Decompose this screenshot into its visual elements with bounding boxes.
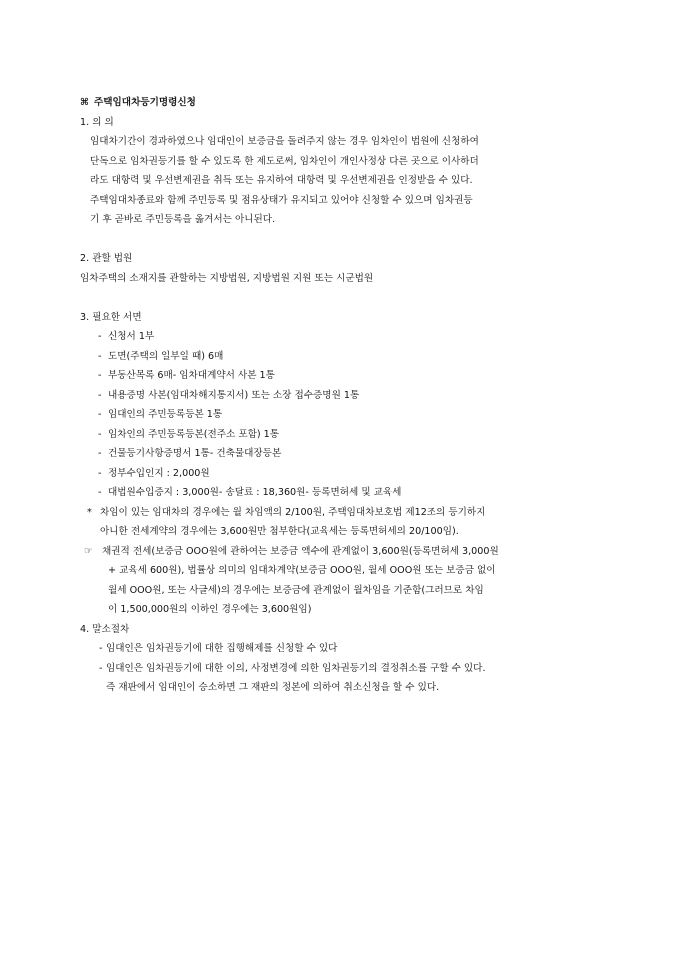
list-item-text: 건물등기사항증명서 1통- 건축물대장등본	[108, 448, 282, 459]
list-item: - 신청서 1부	[98, 331, 155, 342]
title-mark-icon: ⌘	[80, 97, 89, 108]
list-item-text: 임차인의 주민등록등본(전주소 포함) 1통	[108, 428, 280, 440]
document-body	[80, 93, 600, 698]
section-1-line: 기 후 곧바로 주민등록을 옮겨서는 아니된다.	[90, 214, 276, 225]
fee-note-line: 아니한 전세계약의 경우에는 3,600원만 첨부한다(교육세는 등록면허세의 20/100임).	[100, 526, 459, 537]
list-item: - 내용증명 사본(임대차해지통지서) 또는 소장 접수증명원 1통	[98, 389, 360, 401]
list-item: - 건물등기사항증명서 1통- 건축물대장등본	[98, 448, 282, 459]
title-text: 주택임대차등기명령신청	[94, 97, 196, 108]
list-item: - 도면(주택의 일부일 때) 6매	[98, 350, 224, 362]
asterisk-icon: *	[87, 506, 92, 518]
lease-note-line: 이 1,500,000원의 이하인 경우에는 3,600원임)	[108, 604, 312, 615]
section-3-heading: 3. 필요한 서면	[80, 311, 142, 323]
fee-note-line: 차임이 있는 임대차의 경우에는 월 차임액의 2/100원, 주택임대차보호법 제12조의 등기하지	[100, 506, 486, 518]
section-4-list	[80, 639, 600, 698]
list-item: - 임차인의 주민등록등본(전주소 포함) 1통	[98, 428, 280, 440]
list-item-text: 신청서 1부	[108, 331, 155, 342]
list-item-text: 대법원수입증지 : 3,000원- 송달료 : 18,360원- 등록면허세 및 교육세	[108, 487, 402, 498]
list-item-text: 임대인의 주민등록등본 1통	[108, 409, 223, 420]
list-item-text: 정부수입인지 : 2,000원	[108, 467, 210, 479]
list-item-text: 임대인은 임차권등기에 대한 집행해제를 신청할 수 있다	[106, 643, 338, 654]
lease-note	[80, 542, 600, 620]
list-item-text: 부동산목록 6매- 임차대계약서 사본 1통	[108, 370, 275, 381]
section-1-heading: 1. 의 의	[80, 116, 114, 128]
list-item: - 부동산목록 6매- 임차대계약서 사본 1통	[98, 370, 275, 381]
list-item: - 임대인의 주민등록등본 1통	[98, 409, 223, 420]
spacer	[80, 288, 600, 308]
section-1-line: 주택임대차종료와 함께 주민등록 및 점유상태가 유지되고 있어야 신청할 수 있으며 임차권등	[90, 194, 473, 206]
section-1-line: 라도 대항력 및 우선변제권을 취득 또는 유지하여 대항력 및 우선변제권을 인정받을 수 있다.	[90, 175, 473, 186]
list-item: - 임대인은 임차권등기에 대한 집행해제를 신청할 수 있다	[99, 643, 338, 654]
section-2-heading: 2. 관할 법원	[80, 253, 133, 264]
lease-note-line: 월세 OOO원, 또는 사글세)의 경우에는 보증금에 관계없이 월차임을 기준함(그러므로 차임	[108, 584, 484, 596]
section-4-heading: 4. 말소절차	[80, 623, 130, 635]
list-item: - 정부수입인지 : 2,000원	[98, 467, 210, 479]
section-2-text: 임차주택의 소재지를 관할하는 지방법원, 지방법원 지원 또는 시군법원	[80, 272, 374, 284]
lease-note-line: + 교육세 600원), 법률상 의미의 임대차계약(보증금 OOO원, 월세 OOO원 또는 보증금 없이	[108, 565, 496, 576]
list-item: - 대법원수입증지 : 3,000원- 송달료 : 18,360원- 등록면허세 및 교육세	[98, 487, 402, 498]
list-item-text: 내용증명 사본(임대차해지통지서) 또는 소장 접수증명원 1통	[108, 389, 360, 401]
section-1-paragraph	[80, 132, 600, 230]
section-1-line: 단독으로 임차권등기를 할 수 있도록 한 제도로써, 임차인이 개인사정상 다른 곳으로 이사하더	[90, 155, 479, 167]
document-title	[80, 93, 600, 113]
fee-note	[80, 503, 600, 542]
list-item-line: 즉 재판에서 임대인이 승소하면 그 재판의 정본에 의하여 취소신청을 할 수 있다.	[106, 682, 440, 693]
list-item-text: 도면(주택의 일부일 때) 6매	[108, 350, 224, 362]
list-item: - 임대인은 임차권등기에 대한 이의, 사정변경에 의한 임차권등기의 결정취소를 구할 수 있다. 즉 재판에서 임대인이 승소하면 그 재판의 정본에 의하여 취소신청을 할 수 있다.	[96, 659, 600, 698]
list-item-line: 임대인은 임차권등기에 대한 이의, 사정변경에 의한 임차권등기의 결정취소를 구할 수 있다.	[106, 662, 486, 674]
spacer	[80, 230, 600, 250]
pointing-hand-icon: ☞	[84, 545, 93, 557]
lease-note-line: 채권적 전세(보증금 OOO원에 관하여는 보증금 액수에 관계없이 3,600원(등록면허세 3,000원	[102, 545, 499, 557]
section-1-line: 임대차기간이 경과하였으나 임대인이 보증금을 돌려주지 않는 경우 임차인이 법원에 신청하여	[90, 136, 479, 147]
